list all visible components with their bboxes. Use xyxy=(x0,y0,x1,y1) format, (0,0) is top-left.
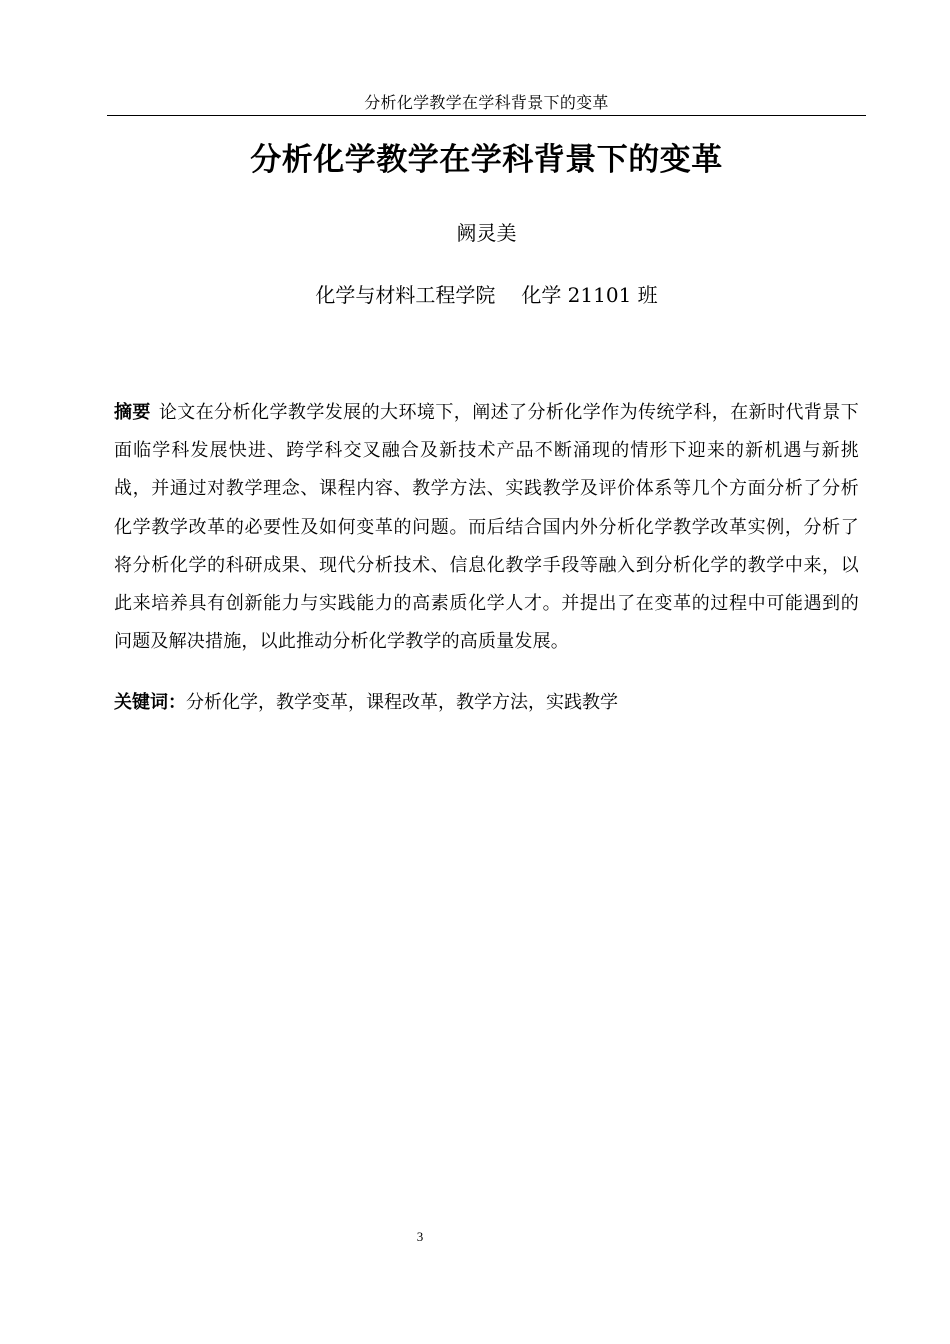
running-header: 分析化学教学在学科背景下的变革 xyxy=(364,93,609,112)
paper-title: 分析化学教学在学科背景下的变革 xyxy=(250,142,723,178)
abstract-section xyxy=(114,394,859,661)
keywords-section xyxy=(114,688,859,718)
affiliation-school: 化学与材料工程学院 xyxy=(315,283,496,307)
abstract-label: 摘要 xyxy=(114,402,151,423)
page-number: 3 xyxy=(416,1229,424,1244)
affiliation-class: 化学 21101 班 xyxy=(521,283,658,307)
author-affiliation xyxy=(107,280,866,310)
keywords-label: 关键词： xyxy=(114,692,186,713)
header-divider xyxy=(107,115,866,116)
author-name: 阙灵美 xyxy=(456,221,517,245)
keywords-text: 分析化学，教学变革，课程改革，教学方法，实践教学 xyxy=(186,692,618,713)
abstract-text: 论文在分析化学教学发展的大环境下，阐述了分析化学作为传统学科，在新时代背景下面临学科发展快进、跨学科交叉融合及新技术产品不断涌现的情形下迎来的新机遇与新挑战，并通过对教学理念、课程内容、教学方法、实践教学及评价体系等几个方面分析了分析化学教学改革的必要性及如何变革的问题。而后结合国内外分析化学教学改革实例，分析了将分析化学的科研成果、现代分析技术、信息化教学手段等融入到分析化学的教学中来，以此来培养具有创新能力与实践能力的高素质化学人才。并提出了在变革的过程中可能遇到的问题及解决措施，以此推动分析化学教学的高质量发展。 xyxy=(114,402,859,653)
